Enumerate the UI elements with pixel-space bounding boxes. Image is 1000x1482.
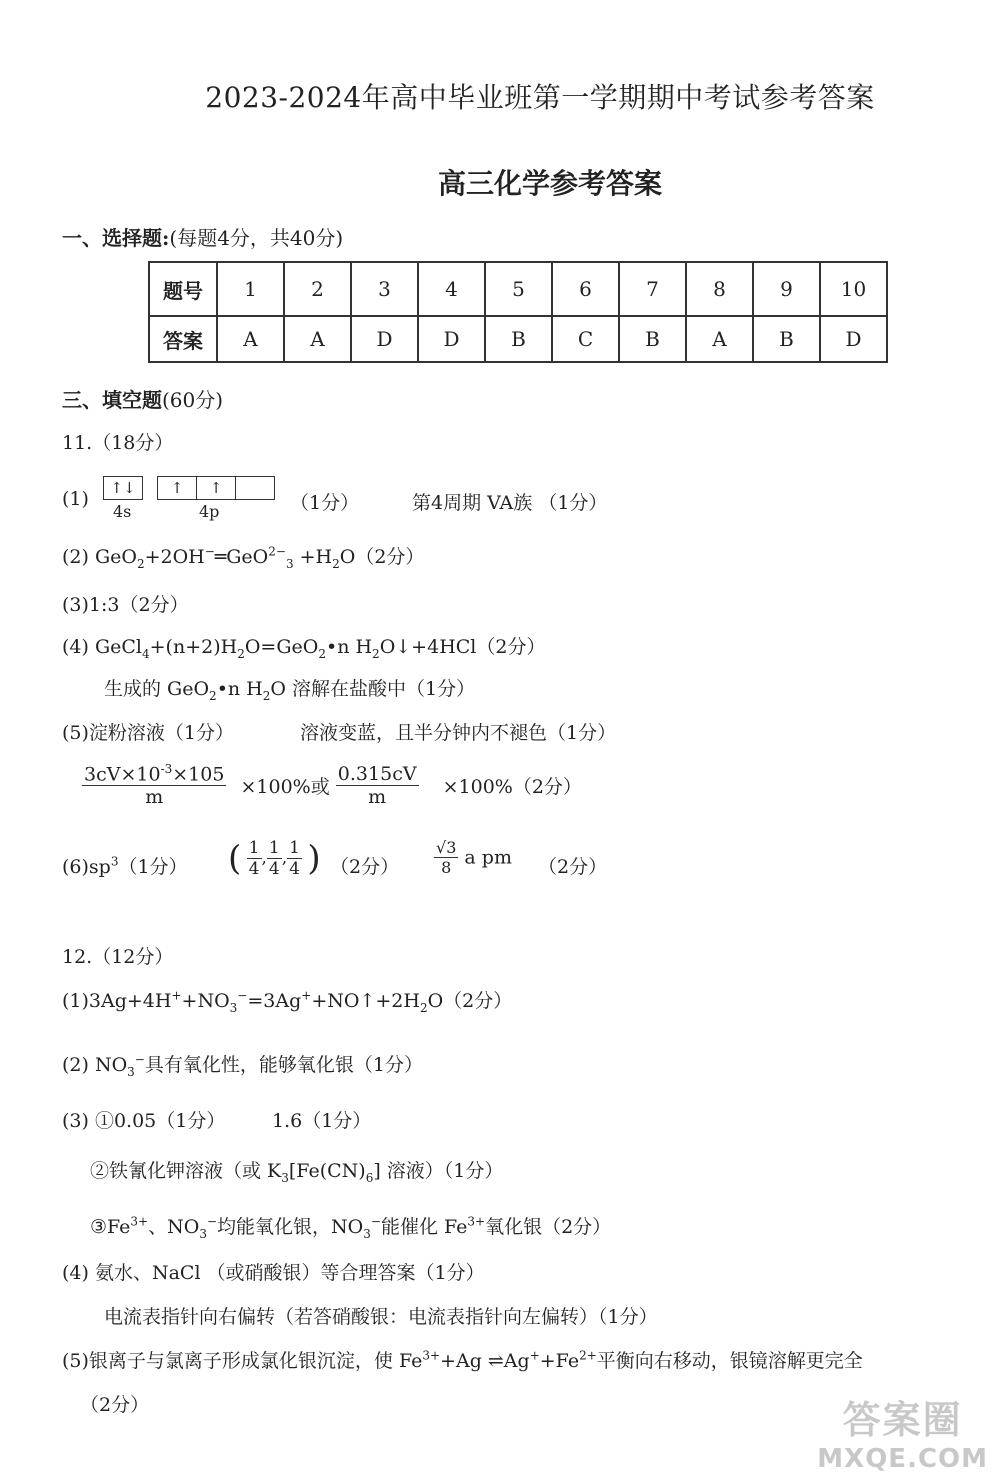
section-choice-label: 一、选择题:: [62, 226, 170, 250]
q12-part4-a: (4) 氨水、NaCl （或硝酸银）等合理答案（1分）: [62, 1262, 485, 1284]
section-choice-note: (每题4分，共40分): [169, 226, 344, 250]
text: =3Ag: [247, 990, 302, 1012]
text: ②铁氰化钾溶液（或 K: [90, 1160, 282, 1182]
orbital-box-4p: [157, 476, 275, 500]
q12-part1-equation: [62, 986, 512, 1015]
q11-part6-hybrid: [62, 852, 188, 879]
coord-fraction: [287, 838, 302, 879]
paren-left: (: [228, 838, 242, 879]
text: +NO↑+2H: [311, 990, 420, 1012]
q11-part6-distance-score: （2分）: [538, 856, 608, 878]
subscript: 2: [262, 688, 271, 703]
subscript: 3: [229, 1000, 238, 1015]
text: (6)sp: [62, 856, 111, 878]
q11-part4-equation: [62, 632, 545, 661]
fraction-numerator: [82, 762, 226, 786]
q11-part5-formula: [82, 762, 582, 808]
table-cell-answer: C: [552, 316, 619, 362]
coord-fraction: [267, 838, 282, 879]
subscript: 6: [365, 1170, 374, 1185]
subscript: 4: [142, 646, 150, 661]
superscript: -3: [160, 762, 173, 776]
subject-title: 高三化学参考答案: [437, 167, 662, 200]
superscript: −: [206, 1214, 218, 1229]
q11-part1-period: 第4周期 VA族 （1分）: [412, 492, 608, 514]
superscript: −: [237, 988, 248, 1003]
text: 氧化银（2分）: [485, 1216, 612, 1238]
q11-part4-reason: [104, 674, 475, 703]
answer-table-row-answers: [149, 316, 887, 362]
text: (1)3Ag+4H: [62, 990, 172, 1012]
document-title: 2023-2024年高中毕业班第一学期期中考试参考答案: [205, 81, 875, 114]
superscript: 3: [110, 854, 119, 869]
text: •n H: [325, 636, 373, 658]
subscript: 2: [237, 646, 245, 661]
superscript: 2+: [579, 1348, 597, 1363]
table-cell-number: 9: [753, 262, 820, 316]
text: ═GeO: [214, 546, 269, 568]
fraction-2: [336, 763, 419, 808]
subscript: 3: [281, 1170, 289, 1185]
fraction-denominator: 8: [441, 858, 452, 877]
q12-part4-b: 电流表指针向右偏转（若答硝酸银：电流表指针向左偏转）（1分）: [104, 1306, 658, 1328]
q12-part3-b: 1.6（1分）: [272, 1110, 372, 1132]
fraction-numerator: √3: [436, 838, 457, 857]
text: 具有氧化性，能够氧化银（1分）: [144, 1054, 423, 1076]
text: ×105: [172, 763, 225, 786]
superscript: 3+: [130, 1214, 149, 1229]
watermark-line2: MXQE.COM: [817, 1444, 988, 1474]
section-fill-note: (60分): [162, 388, 224, 412]
superscript: −: [204, 544, 215, 559]
fraction-numerator: 1: [268, 838, 280, 858]
fraction-numerator: 0.315cV: [337, 762, 417, 785]
table-cell-number: 4: [418, 262, 485, 316]
fraction-denominator: 4: [289, 859, 300, 879]
table-cell-number: 10: [820, 262, 887, 316]
table-cell-answer: A: [686, 316, 753, 362]
superscript: +: [171, 988, 182, 1003]
text: 均能氧化银，NO: [217, 1216, 364, 1238]
table-cell-answer: A: [284, 316, 351, 362]
fraction-1: [82, 762, 226, 808]
q11-part3: (3)1:3（2分）: [62, 594, 189, 616]
text: O↓+4HCl（2分）: [379, 636, 546, 658]
text: +2OH: [144, 546, 205, 568]
superscript: 3+: [467, 1214, 486, 1229]
text: 生成的 GeO: [104, 678, 210, 700]
table-cell-number: 6: [552, 262, 619, 316]
subscript: 3: [285, 556, 294, 571]
text: (5)银离子与氯离子形成氯化银沉淀，使 Fe: [62, 1350, 423, 1372]
subscript: 2: [318, 646, 326, 661]
table-cell-number: 5: [485, 262, 552, 316]
answer-table-row-numbers: [149, 262, 887, 316]
orbital-cell: [236, 477, 274, 499]
subscript: 2: [136, 556, 145, 571]
subscript: 2: [372, 646, 380, 661]
table-cell-answer: B: [619, 316, 686, 362]
superscript: −: [134, 1052, 145, 1067]
section-fill-label: 三、填空题: [62, 388, 162, 412]
table-cell-answer: D: [351, 316, 418, 362]
text: （1分）: [118, 856, 188, 878]
orbital-label-4p: 4p: [199, 502, 220, 521]
q11-heading: 11.（18分）: [62, 432, 174, 454]
subscript: 2: [419, 1000, 428, 1015]
table-cell-answer: B: [753, 316, 820, 362]
fraction-denominator: 4: [268, 859, 280, 879]
fraction-numerator: 1: [289, 838, 300, 858]
text: O=GeO: [244, 636, 319, 658]
subscript: 3: [127, 1064, 135, 1079]
superscript: 2−: [268, 544, 286, 559]
text: +H: [293, 546, 333, 568]
formula-connector: ×100%或: [240, 775, 330, 798]
q12-part5-score: （2分）: [80, 1394, 150, 1416]
watermark-line1: 答案圈: [842, 1398, 963, 1442]
text: 、NO: [148, 1216, 200, 1238]
table-cell-answer: D: [820, 316, 887, 362]
answer-table: [148, 261, 888, 363]
text: 能催化 Fe: [380, 1216, 468, 1238]
text: +NO: [181, 990, 230, 1012]
text: O（2分）: [339, 546, 425, 568]
row-label-number: 题号: [149, 262, 217, 316]
q12-part3-a: (3) ①0.05（1分）: [62, 1110, 226, 1132]
subscript: 2: [209, 688, 217, 703]
q12-part3-reagent: [90, 1156, 503, 1185]
distance-unit: a pm: [464, 846, 512, 869]
table-cell-number: 8: [686, 262, 753, 316]
text: ] 溶液）（1分）: [373, 1160, 504, 1182]
q12-heading: 12.（12分）: [62, 946, 174, 968]
table-cell-number: 1: [217, 262, 284, 316]
q11-part6-coordinates: ( $\frac{1}{4}$ , $\frac{1}{4}$ , $\frac{1}{4}$ ): [228, 838, 321, 879]
q12-part5-a: [62, 1346, 863, 1373]
superscript: −: [370, 1214, 381, 1229]
superscript: +: [529, 1348, 540, 1363]
table-cell-number: 3: [351, 262, 418, 316]
text: (2) GeO: [62, 546, 137, 568]
superscript: 3+: [422, 1348, 441, 1363]
table-cell-answer: D: [418, 316, 485, 362]
subscript: 2: [332, 556, 340, 571]
table-cell-number: 2: [284, 262, 351, 316]
text: 平衡向右移动，银镜溶解更完全: [596, 1350, 863, 1372]
table-cell-answer: B: [485, 316, 552, 362]
fraction-denominator: m: [368, 785, 387, 808]
q11-part5-endpoint: 溶液变蓝，且半分钟内不褪色（1分）: [300, 722, 617, 744]
row-label-answer: 答案: [149, 316, 217, 362]
text: 3cV×10: [84, 763, 161, 786]
text: +Ag ⇌Ag: [440, 1350, 530, 1372]
q11-part1-score: （1分）: [290, 492, 360, 514]
orbital-cell: ↑: [158, 477, 197, 499]
text: •n H: [216, 678, 263, 700]
section-choice-heading: [62, 222, 343, 251]
q11-part2-equation: [62, 542, 424, 571]
q11-part6-coord-score: （2分）: [330, 856, 400, 878]
text: [Fe(CN): [288, 1160, 366, 1182]
text: (4) GeCl: [62, 636, 142, 658]
fraction-numerator: 1: [248, 838, 260, 858]
text: (2) NO: [62, 1054, 128, 1076]
q11-part5-indicator: (5)淀粉溶液（1分）: [62, 722, 235, 744]
watermark-logo: [817, 1389, 988, 1474]
root-fraction: [434, 838, 458, 877]
orbital-cell: ↑: [197, 477, 236, 499]
superscript: +: [301, 988, 312, 1003]
text: O（2分）: [427, 990, 513, 1012]
subscript: 3: [363, 1226, 371, 1241]
section-fill-heading: [62, 384, 223, 413]
subscript: 3: [199, 1226, 207, 1241]
q12-part3-conclusion: [90, 1212, 611, 1241]
fraction-denominator: m: [145, 786, 164, 809]
text: ③Fe: [90, 1216, 131, 1238]
q11-part6-distance: [434, 838, 512, 877]
table-cell-answer: A: [217, 316, 284, 362]
formula-end: ×100%（2分）: [442, 775, 582, 798]
orbital-box-4s: [103, 476, 143, 500]
fraction-denominator: 4: [248, 859, 260, 879]
coord-fraction: [247, 838, 262, 879]
text: O 溶解在盐酸中（1分）: [270, 678, 476, 700]
q12-part2: [62, 1050, 423, 1079]
orbital-label-4s: 4s: [113, 502, 132, 521]
text: +(n+2)H: [149, 636, 238, 658]
q11-part1-label: (1): [62, 488, 89, 510]
text: +Fe: [539, 1350, 580, 1372]
orbital-cell: ↑↓: [110, 479, 136, 497]
paren-right: ): [307, 838, 321, 879]
table-cell-number: 7: [619, 262, 686, 316]
